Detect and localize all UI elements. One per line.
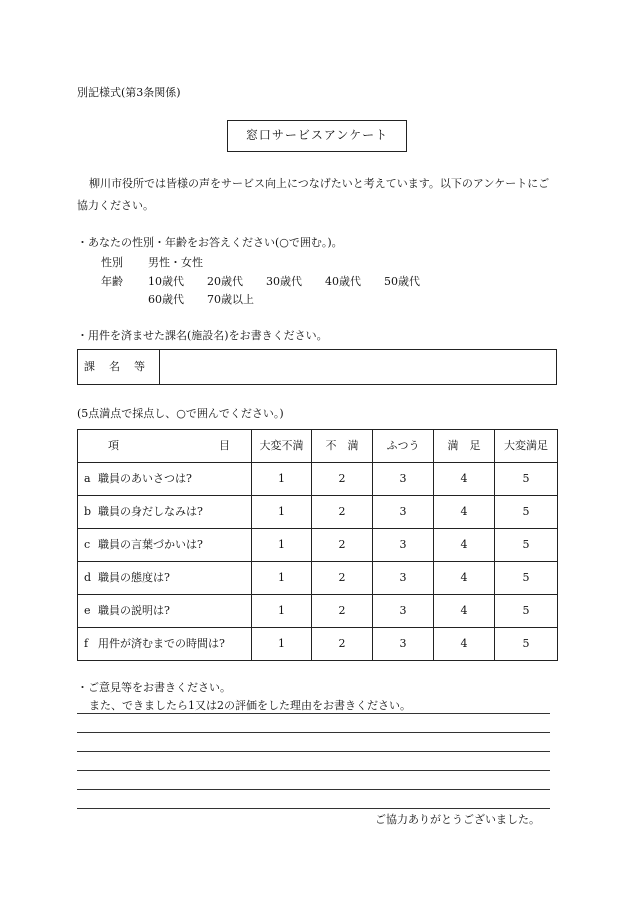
- q2-heading: ・用件を済ませた課名(施設名)をお書きください。: [77, 329, 328, 342]
- closing-text: ご協力ありがとうございました。: [375, 813, 540, 826]
- age-option[interactable]: 40歳代: [325, 275, 361, 288]
- table-row: [78, 562, 558, 595]
- q1-heading: ・あなたの性別・年齢をお答えください(○で囲む。)。: [77, 236, 343, 249]
- score-cell[interactable]: 4: [434, 562, 495, 595]
- header-item: 項 目: [78, 430, 252, 463]
- score-cell[interactable]: 1: [252, 595, 312, 628]
- score-cell[interactable]: 2: [312, 463, 373, 496]
- rating-table: [77, 429, 558, 661]
- score-cell[interactable]: 5: [495, 595, 558, 628]
- age-option[interactable]: 30歳代: [266, 275, 302, 288]
- score-cell[interactable]: 5: [495, 562, 558, 595]
- header-col: 大変満足: [495, 430, 558, 463]
- intro-text: 柳川市役所では皆様の声をサービス向上につなげたいと考えています。以下のアンケートにご協力ください。: [77, 177, 550, 212]
- age-option[interactable]: 70歳以上: [207, 293, 254, 306]
- header-col: 大変不満: [252, 430, 312, 463]
- table-row: [78, 595, 558, 628]
- score-cell[interactable]: 1: [252, 628, 312, 661]
- score-cell[interactable]: 4: [434, 529, 495, 562]
- score-cell[interactable]: 3: [373, 496, 434, 529]
- table-row: [78, 463, 558, 496]
- department-input[interactable]: [160, 350, 556, 384]
- score-cell[interactable]: 1: [252, 496, 312, 529]
- score-cell[interactable]: 1: [252, 562, 312, 595]
- score-cell[interactable]: 2: [312, 529, 373, 562]
- score-cell[interactable]: 3: [373, 628, 434, 661]
- comment-line[interactable]: [77, 770, 550, 771]
- age-option[interactable]: 20歳代: [207, 275, 243, 288]
- gender-label: 性別: [101, 256, 123, 269]
- row-item: e 職員の説明は?: [78, 595, 252, 628]
- score-cell[interactable]: 2: [312, 628, 373, 661]
- age-option[interactable]: 60歳代: [148, 293, 184, 306]
- age-option[interactable]: 50歳代: [384, 275, 420, 288]
- department-box: [77, 349, 557, 385]
- survey-title: 窓口サービスアンケート: [227, 120, 407, 152]
- score-cell[interactable]: 2: [312, 562, 373, 595]
- comment-line[interactable]: [77, 713, 550, 714]
- header-col: 満 足: [434, 430, 495, 463]
- score-cell[interactable]: 1: [252, 463, 312, 496]
- table-row: [78, 496, 558, 529]
- age-option[interactable]: 10歳代: [148, 275, 184, 288]
- score-cell[interactable]: 2: [312, 496, 373, 529]
- score-cell[interactable]: 5: [495, 529, 558, 562]
- comment-line[interactable]: [77, 732, 550, 733]
- gender-options[interactable]: 男性・女性: [148, 256, 203, 269]
- comments-heading: ・ご意見等をお書きください。: [77, 681, 231, 694]
- score-cell[interactable]: 5: [495, 628, 558, 661]
- score-cell[interactable]: 4: [434, 463, 495, 496]
- table-row: [78, 628, 558, 661]
- rating-header-row: [78, 430, 558, 463]
- comment-line[interactable]: [77, 751, 550, 752]
- score-cell[interactable]: 2: [312, 595, 373, 628]
- comments-subheading: また、できましたら1又は2の評価をした理由をお書きください。: [89, 699, 411, 712]
- comment-line[interactable]: [77, 808, 550, 809]
- score-cell[interactable]: 3: [373, 529, 434, 562]
- rating-instruction: (5点満点で採点し、○で囲んでください。): [77, 407, 284, 420]
- score-cell[interactable]: 1: [252, 529, 312, 562]
- department-label: 課名等: [78, 350, 160, 384]
- score-cell[interactable]: 4: [434, 595, 495, 628]
- score-cell[interactable]: 5: [495, 496, 558, 529]
- table-row: [78, 529, 558, 562]
- age-label: 年齢: [101, 275, 123, 288]
- row-item: d 職員の態度は?: [78, 562, 252, 595]
- form-header: 別記様式(第3条関係): [77, 86, 181, 99]
- row-item: f 用件が済むまでの時間は?: [78, 628, 252, 661]
- score-cell[interactable]: 3: [373, 463, 434, 496]
- score-cell[interactable]: 5: [495, 463, 558, 496]
- score-cell[interactable]: 4: [434, 628, 495, 661]
- score-cell[interactable]: 3: [373, 562, 434, 595]
- row-item: b 職員の身だしなみは?: [78, 496, 252, 529]
- row-item: c 職員の言葉づかいは?: [78, 529, 252, 562]
- score-cell[interactable]: 4: [434, 496, 495, 529]
- comment-line[interactable]: [77, 789, 550, 790]
- header-col: 不 満: [312, 430, 373, 463]
- header-col: ふつう: [373, 430, 434, 463]
- row-item: a 職員のあいさつは?: [78, 463, 252, 496]
- score-cell[interactable]: 3: [373, 595, 434, 628]
